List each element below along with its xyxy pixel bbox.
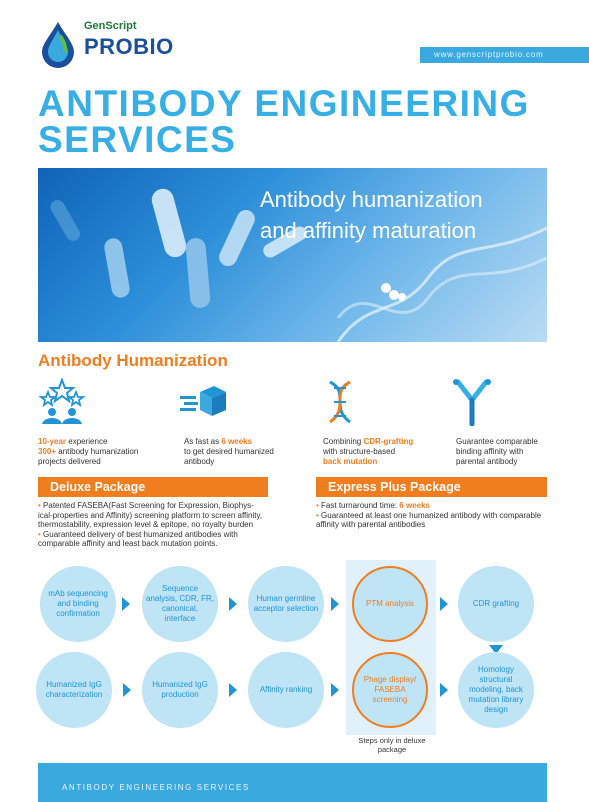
- step-affinity-ranking: Affinity ranking: [248, 652, 324, 728]
- brand-big-text: PROBIO: [84, 34, 174, 59]
- bullet-text: Guaranteed delivery of best humanized antibodies with comparable affinity and least back mutation points.: [38, 529, 238, 549]
- hero-line-1: Antibody humanization: [260, 187, 483, 212]
- bullet-highlight: 6 weeks: [399, 501, 430, 510]
- arrow-right-icon: [229, 597, 237, 611]
- feature-speed-text: [184, 437, 294, 467]
- genscript-probio-logo: [38, 18, 198, 70]
- arrow-right-icon: [440, 683, 448, 697]
- step-ptm-analysis: PTM analysis: [352, 566, 428, 642]
- bullet-text: Guaranteed at least one humanized antibody with comparable affinity with parental antibodies: [316, 510, 542, 530]
- feature-highlight: 300+: [38, 447, 57, 456]
- feature-highlight: back mutation: [323, 457, 378, 466]
- feature-text-part: Combining: [323, 437, 364, 446]
- feature-text-part: with structure-based: [323, 447, 396, 456]
- antibody-y-icon: [448, 378, 496, 426]
- feature-highlight: 10-year: [38, 437, 67, 446]
- deluxe-steps-note: Steps only in deluxe package: [358, 736, 426, 754]
- list-item: • Guaranteed at least one humanized antibody with comparable affinity with parental antibodies: [316, 510, 542, 530]
- brand-small-text: GenScript: [84, 20, 137, 32]
- feature-grafting-text: [323, 437, 433, 467]
- hero-headline: [260, 184, 540, 246]
- bullet-text: Patented FASEBA(Fast Screening for Expression, Biophys- ical-properties and Affinity) screening platform to screen affinity, thermostability, expression level & epitope, no royalty burden: [38, 501, 263, 530]
- feature-text-part: to get desired humanized antibody: [184, 447, 274, 466]
- arrow-right-icon: [440, 597, 448, 611]
- bullet-text: Fast turnaround time:: [321, 501, 400, 510]
- step-germline-selection: Human germline acceptor selection: [248, 566, 324, 642]
- title-line-1: ANTIBODY ENGINEERING: [38, 83, 530, 124]
- page-title: [38, 83, 568, 160]
- step-sequence-analysis: Sequence analysis, CDR, FR, canonical, interface: [142, 566, 218, 642]
- feature-text-part: As fast as: [184, 437, 222, 446]
- team-stars-icon: [38, 378, 86, 426]
- feature-highlight: CDR-grafting: [363, 437, 414, 446]
- step-igg-production: Humanized IgG production: [142, 652, 218, 728]
- list-item: • Patented FASEBA(Fast Screening for Expression, Biophys- ical-properties and Affinity) screening platform to screen affinity, thermostability, expression level & epitope, no royalty burden: [38, 501, 263, 530]
- water-drop-logo-icon: [38, 20, 78, 68]
- title-line-2: SERVICES: [38, 119, 237, 160]
- feature-text-part: experience: [66, 437, 108, 446]
- arrow-right-icon: [122, 597, 130, 611]
- arrow-right-icon: [229, 683, 237, 697]
- feature-affinity-text: Guarantee comparable binding affinity with parental antibody: [456, 437, 538, 466]
- list-item: • Guaranteed delivery of best humanized antibodies with comparable affinity and least back mutation points.: [38, 529, 238, 549]
- dna-helix-icon: [320, 378, 368, 426]
- feature-text-part: antibody humanization projects delivered: [38, 447, 139, 466]
- website-url[interactable]: www.genscriptprobio.com: [420, 47, 589, 63]
- footer-text: ANTIBODY ENGINEERING SERVICES: [62, 783, 250, 792]
- step-homology-modeling: Homology structural modeling, back mutation library design: [458, 652, 534, 728]
- fast-delivery-box-icon: [178, 378, 226, 426]
- hero-line-2: and affinity maturation: [260, 218, 477, 243]
- step-phage-display: Phage display/ FASEBA screening: [352, 652, 428, 728]
- arrow-right-icon: [331, 597, 339, 611]
- step-cdr-grafting: CDR grafting: [458, 566, 534, 642]
- express-package-header: Express Plus Package: [316, 477, 547, 497]
- step-mab-sequencing: mAb sequencing and binding confirmation: [40, 566, 116, 642]
- section-title: Antibody Humanization: [38, 351, 228, 370]
- feature-experience-text: [38, 437, 158, 467]
- arrow-right-icon: [123, 683, 131, 697]
- list-item: • Fast turnaround time: 6 weeks: [316, 501, 430, 510]
- feature-highlight: 6 weeks: [221, 437, 253, 446]
- arrow-right-icon: [331, 683, 339, 697]
- express-bullet-list: [316, 501, 556, 530]
- deluxe-package-header: Deluxe Package: [38, 477, 268, 497]
- step-igg-characterization: Humanized IgG characterization: [36, 652, 112, 728]
- hero-banner: [38, 168, 547, 342]
- deluxe-bullet-list: [38, 501, 270, 549]
